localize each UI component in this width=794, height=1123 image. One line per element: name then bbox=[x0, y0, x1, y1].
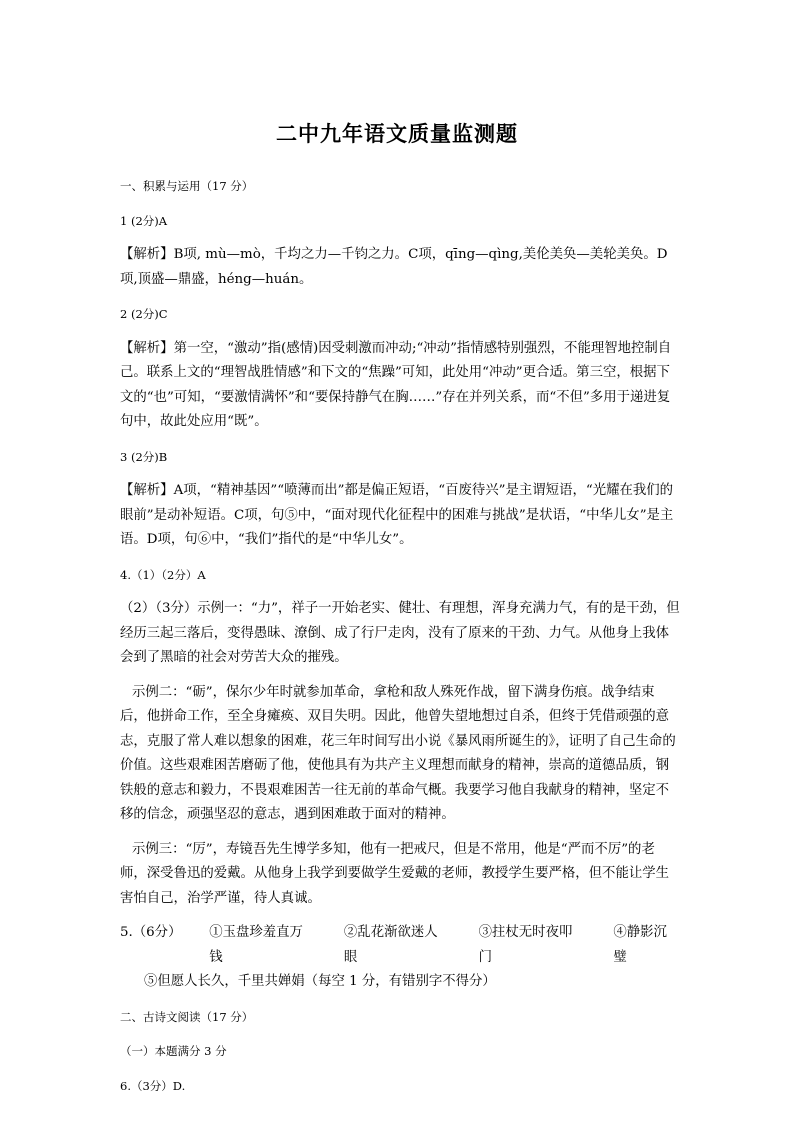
question-2-analysis bbox=[120, 337, 680, 435]
question-2-answer: 2 (2分)C bbox=[120, 307, 168, 321]
analysis-text: A项，“精神基因”“喷薄而出”都是偏正短语，“百废待兴”是主谓短语，“光耀在我们的眼前”是动补短语。C项，句⑤中，“面对现代化征程中的困难与挑战”是状语，“中华儿女”是主语。D项，句⑥中，“我们”指代的是“中华儿女”。 bbox=[120, 483, 674, 547]
analysis-text: B项, mù—mò，千均之力—千钧之力。C项，qīng—qìng,美伦美奂—美轮美奂。D项,顶盛—鼎盛，héng—huán。 bbox=[120, 247, 668, 287]
question-5-line-2: ⑤但愿人长久，千里共婵娟（每空 1 分，有错别字不得分） bbox=[144, 974, 496, 989]
question-5-item: ④静影沉璧 bbox=[613, 925, 667, 965]
section-heading-1: 一、积累与运用（17 分） bbox=[120, 179, 254, 193]
document-content bbox=[120, 174, 680, 1108]
question-5-item: ②乱花渐欲迷人眼 bbox=[343, 925, 438, 965]
question-5-line-1 bbox=[120, 921, 680, 970]
section-heading-2: 二、古诗文阅读（17 分） bbox=[120, 1009, 254, 1024]
subsection-heading: （一）本题满分 3 分 bbox=[120, 1044, 227, 1058]
question-4-example-3: 示例三：“厉”，寿镜吾先生博学多知，他有一把戒尺，但是不常用，他是“严而不厉”的老师，深受鲁迅的爱戴。从他身上我学到要做学生爱戴的老师，教授学生要严格，但不能让学生害怕自己，治学严谨，待人真诚。 bbox=[120, 841, 670, 906]
question-1-analysis bbox=[120, 243, 680, 292]
question-1-answer: 1 (2分)A bbox=[120, 213, 168, 228]
analysis-tag: 【解析】 bbox=[120, 340, 174, 356]
question-3-answer: 3 (2分)B bbox=[120, 449, 168, 464]
question-4-answer: 4.（1）（2分）A bbox=[120, 567, 206, 582]
analysis-text: 第一空，“激动”指(感情)因受刺激而冲动;“冲动”指情感特别强烈，不能理智地控制自己。联系上文的“理智战胜情感”和下文的“焦躁”可知，此处用“冲动”更合适。第三空，根据下文的“也”可知，“要激情满怀”和“要保持静气在胸……”存在并列关系，而“不但”多用于递进复句中，故此处应用“既”。 bbox=[120, 340, 672, 429]
analysis-tag: 【解析】 bbox=[120, 483, 174, 498]
question-4-part-2: （2）（3分）示例一：“力”，祥子一开始老实、健壮、有理想，浑身充满力气，有的是干劲，但经历三起三落后，变得愚昧、潦倒、成了行尸走肉，没有了原来的干劲、力气。从他身上我体会到了黑暗的社会对劳苦大众的摧残。 bbox=[120, 601, 680, 665]
question-5-item: ①玉盘珍羞直万钱 bbox=[209, 925, 303, 965]
page-title: 二中九年语文质量监测题 bbox=[276, 121, 518, 146]
question-5-item: ③拄杖无时夜叩门 bbox=[478, 925, 573, 965]
question-3-analysis bbox=[120, 479, 680, 553]
question-6-answer: 6.（3分）D. bbox=[120, 1078, 186, 1093]
question-5-answer bbox=[120, 921, 680, 995]
question-4-example-2: 示例二：“砺”，保尔少年时就参加革命，拿枪和敌人殊死作战，留下满身伤痕。战争结束后，他拼命工作，至全身瘫痪、双目失明。因此，他曾失望地想过自杀，但终于凭借顽强的意志，克服了常人难以想象的困难，花三年时间写出小说《暴风雨所诞生的》，证明了自己生命的价值。这些艰难困苦磨砺了他，使他具有为共产主义理想而献身的精神，崇高的道德品质，钢铁般的意志和毅力，不畏艰难困苦一往无前的革命气概。我要学习他自我献身的精神，坚定不移的信念，顽强坚忍的意志，遇到困难敢于面对的精神。 bbox=[120, 684, 676, 822]
question-5-head: 5.（6分） bbox=[120, 925, 182, 940]
analysis-tag: 【解析】 bbox=[120, 247, 174, 262]
